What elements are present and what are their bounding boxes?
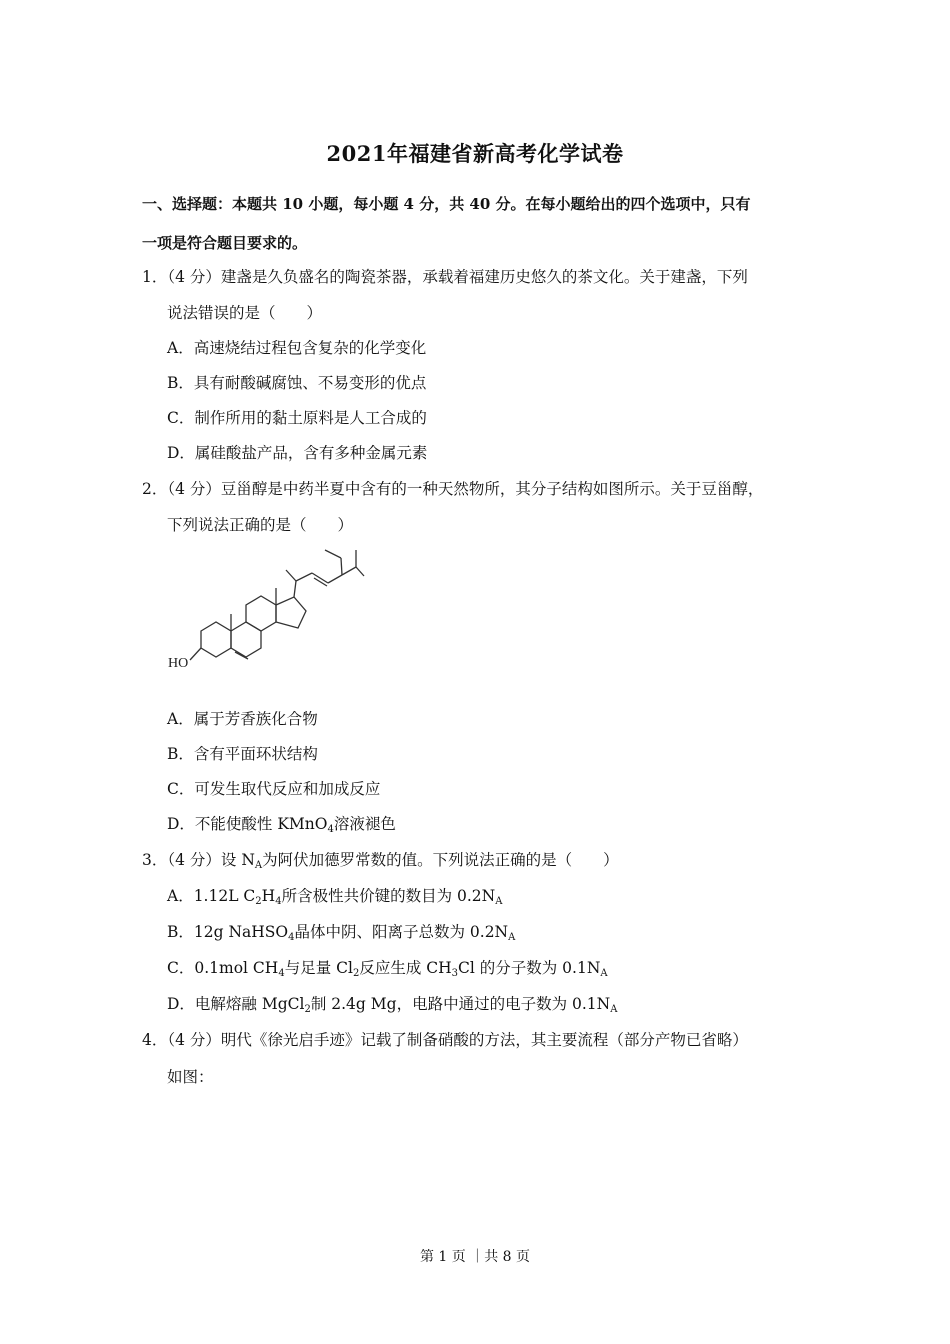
question-2-option-a: A．属于芳香族化合物: [167, 710, 318, 728]
page-footer: 第 1 页 ｜共 8 页: [419, 1249, 531, 1265]
question-3-option-d: D．电解熔融 MgCl$_2$制 2.4g Mg，电路中通过的电子数为 $0.1N_A$: [167, 995, 618, 1015]
question-1-option-d: D．属硅酸盐产品，含有多种金属元素: [167, 444, 428, 462]
question-1-option-b: B．具有耐酸碱腐蚀、不易变形的优点: [167, 374, 427, 392]
question-4-stem-cont: 如图：: [167, 1068, 214, 1086]
question-1-option-c: C．制作所用的黏土原料是人工合成的: [167, 409, 427, 427]
question-1-option-a: A．高速烧结过程包含复杂的化学变化: [167, 339, 427, 357]
question-3-option-b: B．12g NaHSO$_4$晶体中阴、阳离子总数为 $0.2N_A$: [167, 923, 516, 943]
question-4-stem: 4．（4 分）明代《徐光启手迹》记载了制备硝酸的方法，其主要流程（部分产物已省略）: [142, 1031, 748, 1049]
question-2-stem: 2．（4 分）豆甾醇是中药半夏中含有的一种天然物所，其分子结构如图所示。关于豆甾醇，: [142, 480, 764, 498]
page-title: 2021年福建省新高考化学试卷: [326, 141, 624, 166]
question-3-option-a: A．1.12L $C_2H_4$所含极性共价键的数目为 $0.2N_A$: [167, 887, 503, 907]
section-heading-cont: 一项是符合题目要求的。: [142, 234, 308, 252]
question-2-option-b: B．含有平面环状结构: [167, 745, 318, 763]
question-1-stem: 1．（4 分）建盏是久负盛名的陶瓷茶器，承载着福建历史悠久的茶文化。关于建盏，下列: [142, 268, 748, 286]
section-heading: 一、选择题：本题共 10 小题，每小题 4 分，共 40 分。在每小题给出的四个选项中，只有: [142, 195, 751, 213]
hydroxyl-label: HO: [168, 656, 189, 671]
stigmasterol-structure-figure: [166, 540, 366, 680]
question-2-option-d: D．不能使酸性 KMnO$_4$溶液褪色: [167, 815, 396, 835]
question-2-option-c: C．可发生取代反应和加成反应: [167, 780, 381, 798]
question-3-option-c: C．0.1mol $CH_4$与足量 $Cl_2$反应生成 $CH_3Cl$ 的分子数为 $0.1N_A$: [167, 959, 608, 979]
question-2-stem-cont: 下列说法正确的是（ ）: [167, 516, 354, 534]
question-1-stem-cont: 说法错误的是（ ）: [167, 304, 323, 322]
question-3-stem: 3．（4 分）设 $N_A$为阿伏加德罗常数的值。下列说法正确的是（ ）: [142, 851, 619, 871]
